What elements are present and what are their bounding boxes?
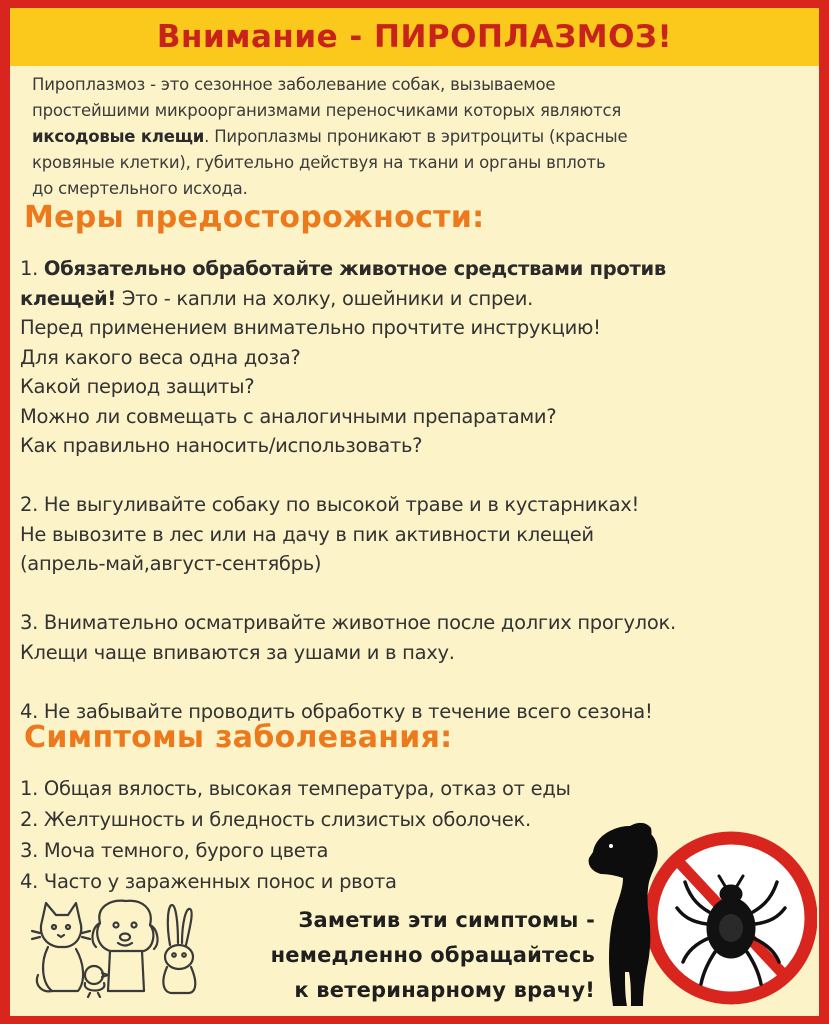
precaution-line: Не вывозите в лес или на дачу в пик активности клещей — [20, 522, 594, 546]
pets-outline-icon — [30, 893, 205, 998]
precautions-heading: Меры предосторожности: — [24, 200, 485, 235]
precaution-item-2: 2. Не выгуливайте собаку по высокой траве и в кустарниках! — [20, 493, 640, 516]
intro-line: кровяные клетки), губительно действуя на ткани и органы вплоть — [32, 153, 606, 172]
precaution-item-4: 4. Не забывайте проводить обработку в течение всего сезона! — [20, 699, 653, 723]
precaution-line: Клещи чаще впиваются за ушами и в паху. — [20, 640, 455, 664]
precaution-line: Как правильно наносить/использовать? — [20, 434, 423, 457]
line-text: Это - капли на холку, ошейники и спреи. — [115, 286, 533, 310]
precaution-line: Какой период защиты? — [20, 375, 255, 398]
precaution-item-3: 3. Внимательно осматривайте животное после долгих прогулок. — [20, 611, 676, 634]
intro-line-rest: . Пироплазмы проникают в эритроциты (красные — [204, 127, 628, 146]
intro-line: Пироплазмоз - это сезонное заболевание собак, вызываемое — [32, 75, 556, 94]
warning-line: немедленно обращайтесь — [270, 943, 595, 967]
precaution-line — [20, 284, 815, 314]
symptoms-list — [20, 773, 580, 897]
warning-line: Заметив эти симптомы - — [298, 908, 595, 932]
spacer — [20, 667, 815, 697]
item-number: 1. — [20, 257, 44, 280]
symptoms-heading: Симптомы заболевания: — [24, 720, 453, 755]
bold-text: Обязательно обработайте животное средствами против — [43, 257, 666, 280]
page-title: Внимание - ПИРОПЛАЗМОЗ! — [156, 19, 673, 55]
title-bar — [10, 8, 819, 66]
poster — [10, 8, 819, 1016]
no-tick-sign-icon — [585, 816, 817, 1014]
precaution-line: (апрель-май,август-сентябрь) — [20, 552, 322, 575]
symptom-item: 2. Желтушность и бледность слизистых оболочек. — [20, 808, 531, 831]
vet-warning — [205, 903, 595, 1008]
symptom-item: 1. Общая вялость, высокая температура, отказ от еды — [20, 777, 571, 800]
precaution-line: Перед применением внимательно прочтите инструкцию! — [20, 316, 601, 339]
intro-bold-term: иксодовые клещи — [32, 127, 205, 146]
precaution-line: Можно ли совмещать с аналогичными препаратами? — [20, 404, 557, 428]
intro-line — [32, 124, 802, 150]
warning-line: к ветеринарному врачу! — [294, 978, 595, 1002]
spacer — [20, 579, 815, 609]
precaution-line: Для какого веса одна доза? — [20, 345, 301, 369]
precautions-list — [20, 254, 815, 726]
intro-line: простейшими микроорганизмами переносчиками которых являются — [32, 101, 622, 120]
intro-line: до смертельного исхода. — [32, 179, 248, 198]
intro-paragraph — [32, 72, 802, 202]
precaution-item-1 — [20, 254, 815, 284]
bold-text: клещей! — [20, 286, 116, 310]
spacer — [20, 461, 815, 491]
symptom-item: 4. Часто у зараженных понос и рвота — [20, 870, 397, 893]
symptom-item: 3. Моча темного, бурого цвета — [20, 839, 329, 862]
